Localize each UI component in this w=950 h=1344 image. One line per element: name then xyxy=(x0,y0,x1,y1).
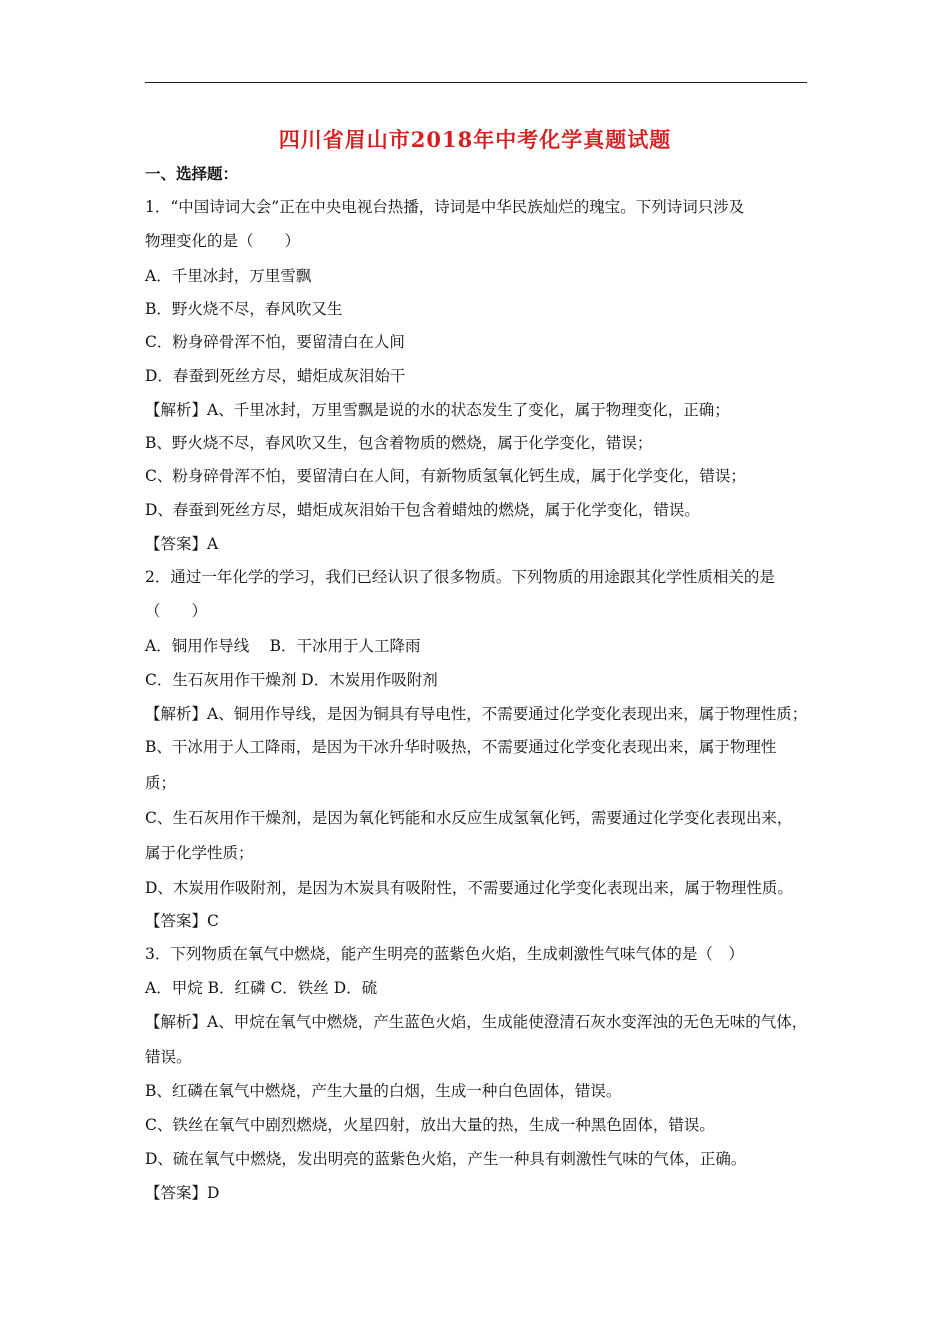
question-2-analysis-b-cont: 质； xyxy=(145,774,177,792)
question-1-stem-cont: 物理变化的是（ ） xyxy=(145,232,301,250)
question-2-stem-cont: （ ） xyxy=(145,602,208,620)
question-2-analysis-d: D、木炭用作吸附剂，是因为木炭具有吸附性，不需要通过化学变化表现出来，属于物理性质。 xyxy=(145,879,793,897)
question-2-answer: 【答案】C xyxy=(145,912,219,930)
question-2-analysis-b: B、干冰用于人工降雨，是因为干冰升华时吸热，不需要通过化学变化表现出来，属于物理性 xyxy=(145,738,777,756)
question-3-analysis-d: D、硫在氧气中燃烧，发出明亮的蓝紫色火焰，产生一种具有刺激性气味的气体，正确。 xyxy=(145,1150,747,1168)
question-2-options-ab: A．铜用作导线 B．干冰用于人工降雨 xyxy=(145,637,421,655)
page-title: 四川省眉山市2018年中考化学真题试题 xyxy=(278,127,672,152)
question-2-analysis-c: C、生石灰用作干燥剂，是因为氧化钙能和水反应生成氢氧化钙，需要通过化学变化表现出来， xyxy=(145,809,793,827)
question-2-stem: 2．通过一年化学的学习，我们已经认识了很多物质。下列物质的用途跟其化学性质相关的是 xyxy=(145,568,775,586)
question-1-option-c: C．粉身碎骨浑不怕，要留清白在人间 xyxy=(145,333,405,351)
question-1-analysis-c: C、粉身碎骨浑不怕，要留清白在人间，有新物质氢氧化钙生成，属于化学变化，错误； xyxy=(145,467,746,485)
question-1-option-b: B．野火烧不尽，春风吹又生 xyxy=(145,300,343,318)
question-1-answer: 【答案】A xyxy=(145,535,219,553)
question-1-option-d: D．春蚕到死丝方尽，蜡炬成灰泪始干 xyxy=(145,367,406,385)
question-1-analysis-b: B、野火烧不尽，春风吹又生，包含着物质的燃烧，属于化学变化，错误； xyxy=(145,434,653,452)
question-3-analysis-c: C、铁丝在氧气中剧烈燃烧，火星四射，放出大量的热，生成一种黑色固体，错误。 xyxy=(145,1116,715,1134)
question-3-analysis-cont: 错误。 xyxy=(145,1048,192,1066)
header-rule xyxy=(145,82,807,83)
question-1-analysis-d: D、春蚕到死丝方尽，蜡炬成灰泪始干包含着蜡烛的燃烧，属于化学变化，错误。 xyxy=(145,501,700,519)
question-3-analysis-b: B、红磷在氧气中燃烧，产生大量的白烟，生成一种白色固体，错误。 xyxy=(145,1082,622,1100)
question-2-analysis: 【解析】A、铜用作导线，是因为铜具有导电性，不需要通过化学变化表现出来，属于物理性质； xyxy=(145,705,808,723)
question-1-analysis: 【解析】A、千里冰封，万里雪飘是说的水的状态发生了变化，属于物理变化，正确； xyxy=(145,401,730,419)
question-3-answer: 【答案】D xyxy=(145,1184,220,1202)
question-2-options-cd: C．生石灰用作干燥剂 D．木炭用作吸附剂 xyxy=(145,671,438,689)
question-2-analysis-c-cont: 属于化学性质； xyxy=(145,844,254,862)
section-heading: 一、选择题： xyxy=(145,164,239,183)
question-1-stem: 1．“中国诗词大会”正在中央电视台热播，诗词是中华民族灿烂的瑰宝。下列诗词只涉及 xyxy=(145,198,745,216)
question-3-analysis: 【解析】A、甲烷在氧气中燃烧，产生蓝色火焰，生成能使澄清石灰水变浑浊的无色无味的气体， xyxy=(145,1013,808,1031)
question-3-options: A．甲烷 B．红磷 C．铁丝 D．硫 xyxy=(145,979,378,997)
question-1-option-a: A．千里冰封，万里雪飘 xyxy=(145,267,312,285)
question-3-stem: 3．下列物质在氧气中燃烧，能产生明亮的蓝紫色火焰，生成刺激性气味气体的是（ ） xyxy=(145,945,744,963)
